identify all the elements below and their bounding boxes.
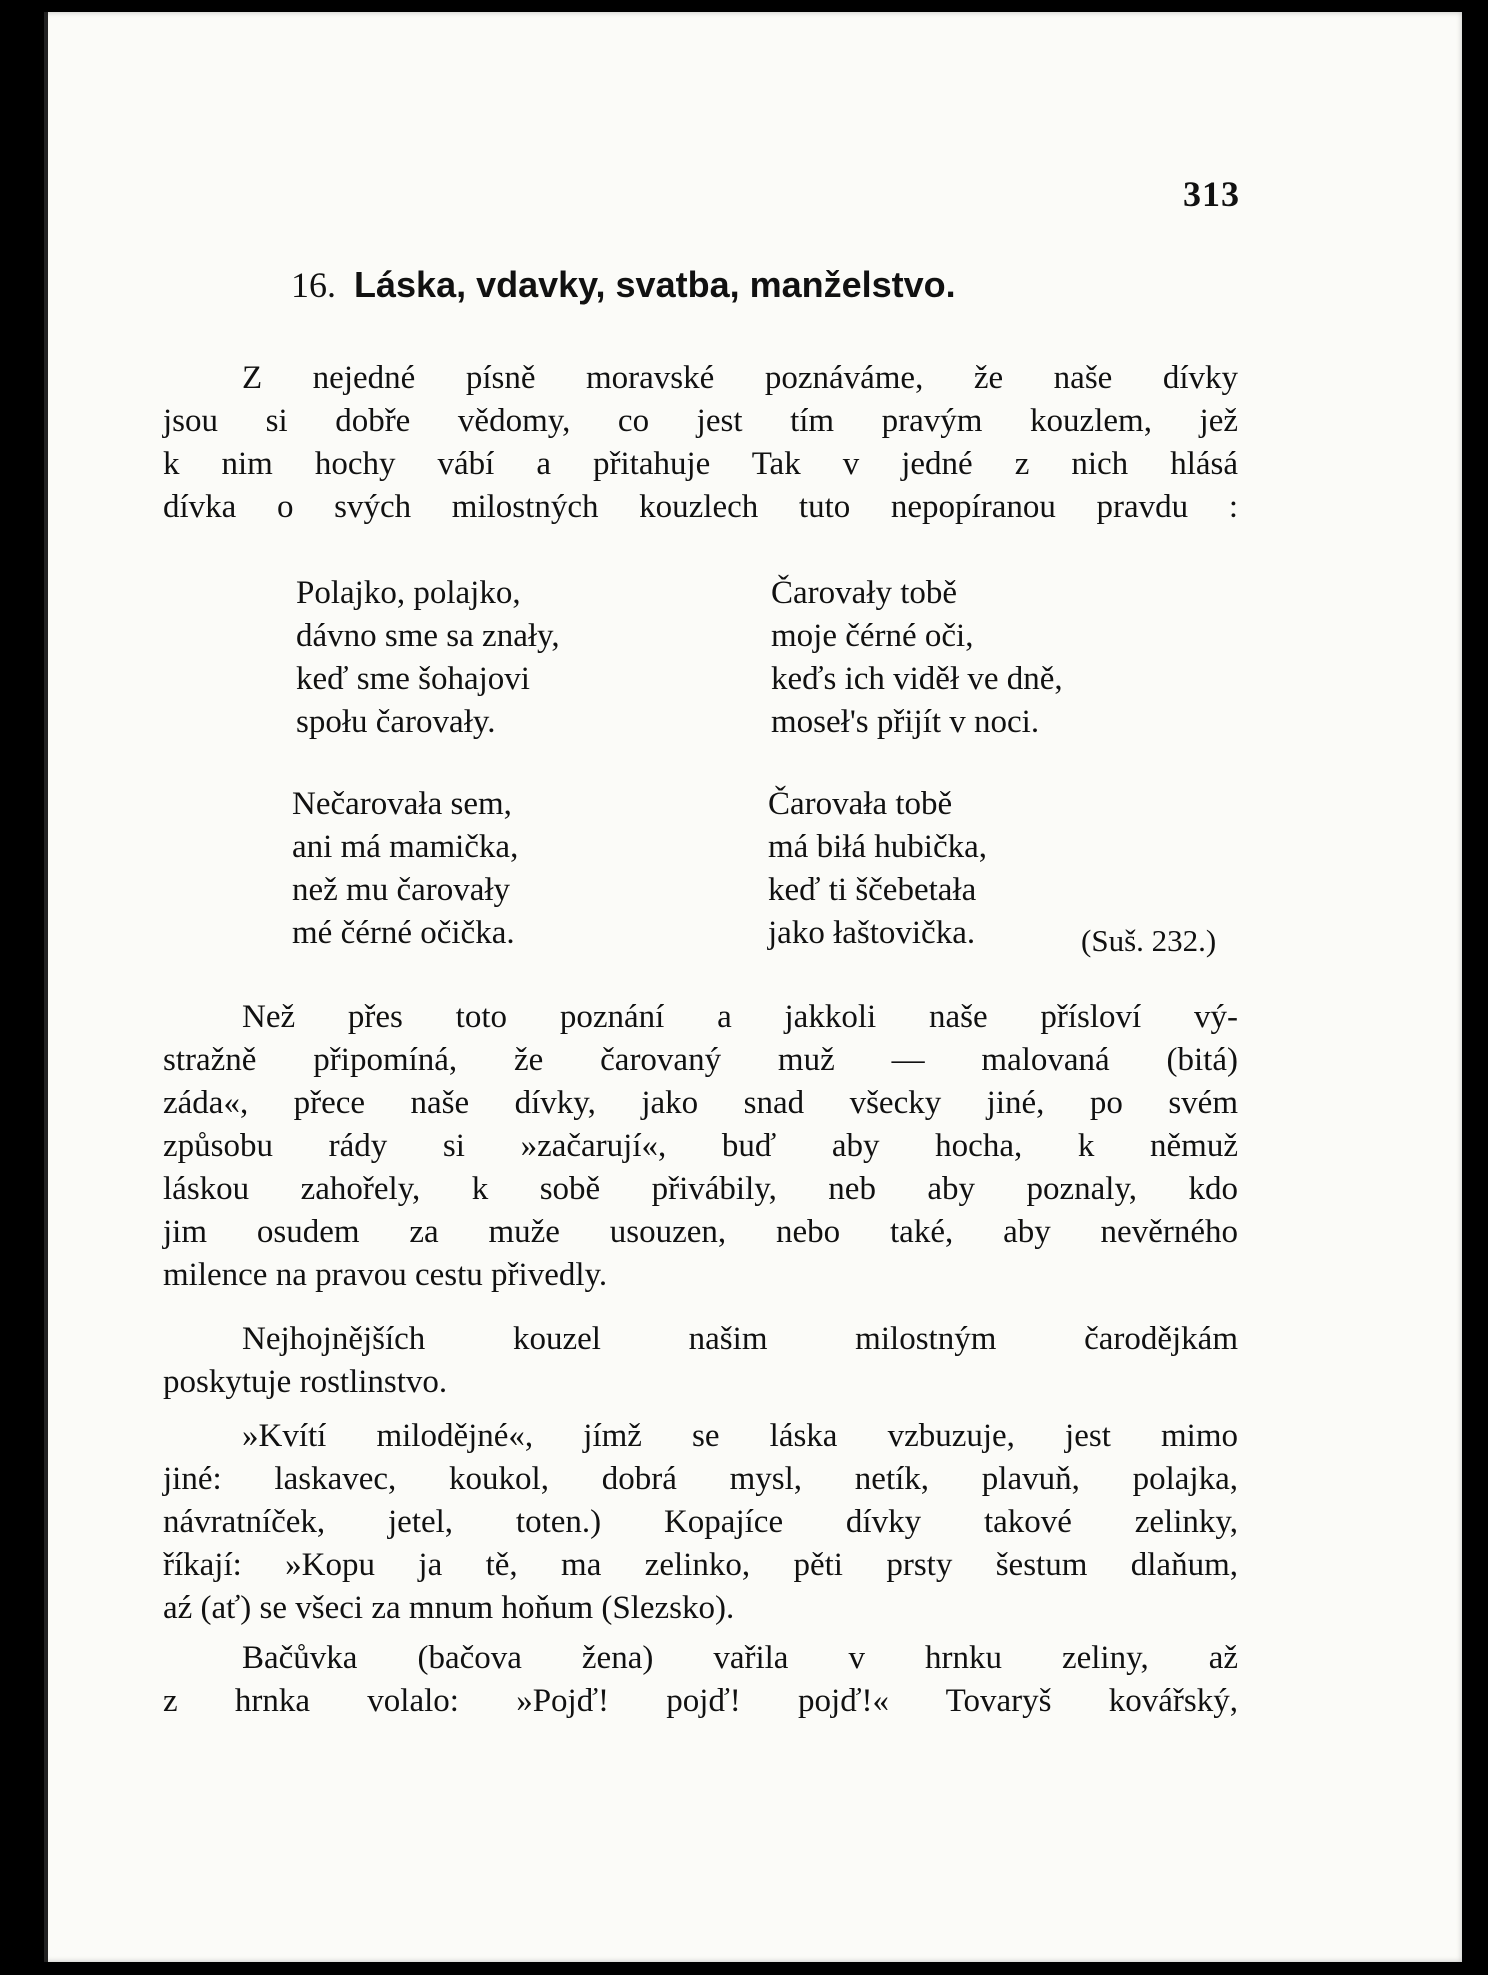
paragraph-line: Než přes toto poznání a jakkoli naše přísloví vý- bbox=[242, 999, 1238, 1035]
paragraph-line: Nejhojnějších kouzel našim milostným čarodějkám bbox=[242, 1321, 1238, 1357]
paragraph-line: z hrnka volalo: »Pojď! pojď! pojď!« Tovaryš kovářský, bbox=[163, 1683, 1238, 1719]
paragraph-line: Bačůvka (bačova žena) vařila v hrnku zeliny, až bbox=[242, 1640, 1238, 1676]
paragraph-line: jsou si dobře vědomy, co jest tím pravým kouzlem, jež bbox=[163, 403, 1238, 439]
paragraph-line: návratníček, jetel, toten.) Kopajíce dívky takové zelinky, bbox=[163, 1504, 1238, 1540]
verse-line: społu čarovały. bbox=[296, 704, 496, 740]
paragraph-line: říkají: »Kopu ja tě, ma zelinko, pěti prsty šestum dlaňum, bbox=[163, 1547, 1238, 1583]
verse-line: keďs ich viděł ve dně, bbox=[771, 661, 1063, 697]
paragraph-line: milence na pravou cestu přivedly. bbox=[163, 1257, 608, 1293]
page-number: 313 bbox=[1183, 174, 1240, 214]
paragraph-line: způsobu rády si »začarují«, buď aby hocha, k němuž bbox=[163, 1128, 1238, 1164]
paragraph-line: Z nejedné písně moravské poznáváme, že naše dívky bbox=[242, 360, 1238, 396]
paragraph-3 bbox=[163, 1318, 1238, 1404]
verse-line: mé čérné očička. bbox=[292, 915, 515, 951]
paragraph-line: jiné: laskavec, koukol, dobrá mysl, netík, plavuň, polajka, bbox=[163, 1461, 1238, 1497]
paragraph-line: »Kvítí milodějné«, jímž se láska vzbuzuje, jest mimo bbox=[242, 1418, 1238, 1454]
verse-line: ani má mamička, bbox=[292, 829, 519, 865]
section-title: Láska, vdavky, svatba, manželstvo. bbox=[354, 264, 956, 305]
paragraph-line: stražně připomíná, že čarovaný muž — malovaná (bitá) bbox=[163, 1042, 1238, 1078]
verse-line: Polajko, polajko, bbox=[296, 575, 521, 611]
verse-line: keď sme šohajovi bbox=[296, 661, 530, 697]
paragraph-line: dívka o svých milostných kouzlech tuto nepopíranou pravdu : bbox=[163, 489, 1238, 525]
intro-paragraph bbox=[163, 357, 1238, 529]
verse-stanza-left-2 bbox=[292, 783, 518, 955]
paragraph-5 bbox=[163, 1637, 1238, 1723]
paragraph-4 bbox=[163, 1415, 1238, 1630]
verse-line: dávno sme sa znały, bbox=[296, 618, 560, 654]
verse-line: má biłá hubička, bbox=[768, 829, 988, 865]
verse-line: Čarovały tobě bbox=[771, 575, 958, 611]
verse-line: moseł's přijít v noci. bbox=[771, 704, 1040, 740]
verse-line: moje čérné oči, bbox=[771, 618, 974, 654]
verse-line: jako łaštovička. bbox=[768, 915, 976, 951]
page-gutter-edge bbox=[44, 12, 48, 1962]
verse-line: keď ti ščebetała bbox=[768, 872, 977, 908]
paragraph-line: láskou zahořely, k sobě přivábily, neb aby poznaly, kdo bbox=[163, 1171, 1238, 1207]
verse-citation: (Suš. 232.) bbox=[1081, 923, 1217, 958]
section-heading bbox=[291, 264, 956, 306]
verse-line: Čarovała tobě bbox=[768, 786, 953, 822]
paragraph-line: poskytuje rostlinstvo. bbox=[163, 1364, 448, 1400]
verse-line: Nečarovała sem, bbox=[292, 786, 512, 822]
verse-line: než mu čarovały bbox=[292, 872, 511, 908]
paragraph-line: záda«, přece naše dívky, jako snad všecky jiné, po svém bbox=[163, 1085, 1238, 1121]
paragraph-line: jim osudem za muže usouzen, nebo také, aby nevěrného bbox=[163, 1214, 1238, 1250]
verse-stanza-right-1 bbox=[771, 572, 1063, 744]
verse-stanza-right-2 bbox=[768, 783, 987, 955]
section-number: 16. bbox=[291, 265, 336, 305]
verse-stanza-left-1 bbox=[296, 572, 560, 744]
paragraph-2 bbox=[163, 996, 1238, 1297]
paragraph-line: aź (ať) se všeci za mnum hoňum (Slezsko). bbox=[163, 1590, 735, 1626]
paragraph-line: k nim hochy vábí a přitahuje Tak v jedné z nich hlásá bbox=[163, 446, 1238, 482]
